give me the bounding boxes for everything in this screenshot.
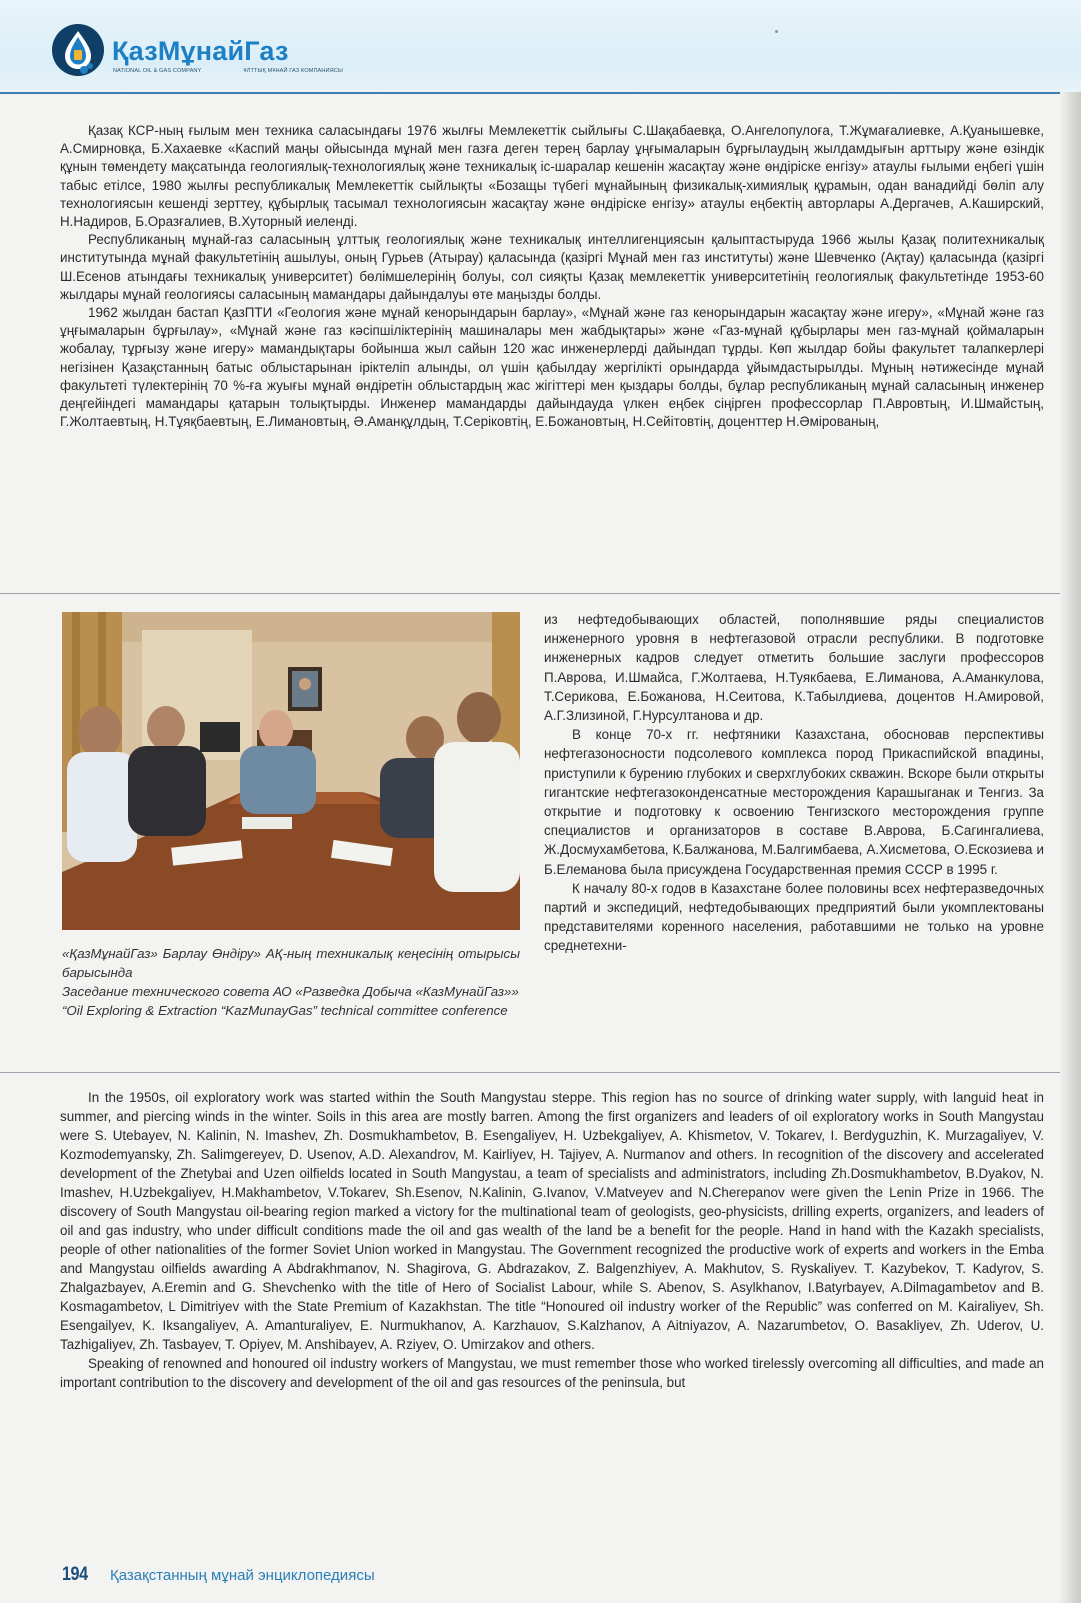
en-paragraph: In the 1950s, oil exploratory work was started within the South Mangystau steppe. This region has no source of drinking water supply, with languid heat in summer, and piercing winds in the winter. Soils in this area are mostly barren. Among the first organizers and leaders of oil exploratory works in South Mangystau were S. Utebayev, N. Kalinin, N. Imashev, Zh. Dosmukhambetov, B. Esengaliyev, H. Uzbekgaliyev, A. Khismetov, V. Tokarev, I. Berdyguzhin, K. Murzagaliyev, V. Kozmodemyansky, Zh. Salimgereyev, D. Usenov, A.D. Alexandrov, M. Kairliyev, H. Tajiyev, A. Nurmanov and others. In recognition of the discovery and accelerated development of the Zhetybai and Uzen oilfields located in South Mangystau, a team of specialists and administrators, including Zh.Dosmukhambetov, B.Dyakov, N. Imashev, H.Uzbekgaliyev, H.Makhambetov, V.Tokarev, Sh.Esenov, N.Kalinin, G.Ivanov, V.Matveyev and N.Cherepanov were given the Lenin Prize in 1966. The discovery of South Mangystau oil-bearing region marked a victory for the multinational team of geologists, geo-physicists, drilling experts, organizers, and leaders of oil and gas industry, who under difficult conditions made the oil and gas wealth of the land be a benefit for the people. Hand in hand with the Kazakh specialists, people of other nationalities of the former Soviet Union worked in Mangystau. The Government recognized the productive work of experts and workers in the Emba and Mangystau oilfields awarding A Abdrakhmanov, N. Shagirova, G. Abdrazakov, Z. Balgenzhiyev, A. Makhutov, S. Ryskaliyev. T. Kazybekov, T. Kadyrov, S. Zhalgazbayev, A.Eremin and G. Shevchenko with the title of Hero of Socialist Labour, while S. Abenov, S. Asylkhanov, I.Batyrbayev, A.Dilmagambetov and B. Kosmagambetov, L Dimitriyev with the State Premium of Kazakhstan. The title “Honoured oil industry worker of the Republic” was conferred on M. Kairaliyev, Sh. Esengailyev, K. Iksangaliyev, A. Amanturaliyev, E. Nurmukhanov, A. Karzhauov, S.Kalzhanov, A Aitniyazov, A. Nazarumbetov, O. Basakliyev, Zh. Uderov, U. Tazhigaliyev, Zh. Tasbayev, T. Opiyev, M. Anshibayev, A. Rziyev, O. Umirzakov and others.	[60, 1090, 1044, 1352]
russian-text-column	[544, 610, 1044, 956]
kz-paragraph: Қазақ КСР-ның ғылым мен техника саласындағы 1976 жылғы Мемлекеттік сыйлығы С.Шақабаевқа, О.Ангелопулоға, Т.Жұмағалиевке, А.Қуанышевке, А.Смирновқа, Б.Хахаевке «Каспий маңы ойысында мұнай мен газға деген терең барлау ұңғымаларын бұрғылаудың жылдамдығын арттыру және өзіндік құнын төмендету мақсатында геологиялық-технологиялық және техникалық іс-шаралар кешенін жасақтау және өндіріске енгізу» атаулы ғылыми еңбегі үшін табыс етілсе, 1980 жылғы республикалық Мемлекеттік сыйлықты «Бозащы түбегі мұнайының физикалық-химиялық құрамын, одан ванадийді бөліп алу технологиясын кешенді зерттеу, құбырлық тасымал технологиясын жасақтау және өндіріске енгізу» атаулы еңбектің авторлары А.Дергачев, А.Каширский, Н.Надиров, Б.Оразғалиев, В.Хуторный иеленді.	[60, 123, 1044, 230]
meeting-photo	[62, 612, 520, 930]
kazmunaygas-logo-icon	[50, 22, 108, 78]
header-rule	[0, 92, 1060, 94]
footer-publication-title: Қазақстанның мұнай энциклопедиясы	[110, 1567, 375, 1584]
section-divider	[0, 593, 1060, 594]
photo-caption-ru: Заседание технического совета АО «Разведка Добыча «КазМунайГаз»»	[62, 984, 519, 999]
en-paragraph: Speaking of renowned and honoured oil industry workers of Mangystau, we must remember those who worked tirelessly overcoming all difficulties, and made an important contribution to the discovery and development of the oil and gas resources of the peninsula, but	[60, 1356, 1044, 1390]
logo-wordmark: ҚазМұнайГаз	[112, 36, 289, 66]
photo-caption-kz: «ҚазМұнайГаз» Барлау Өндіру» АҚ-ның техникалық кеңесінің отырысы барысында	[62, 946, 520, 980]
photo-caption-en: “Oil Exploring & Extraction “KazMunayGas” technical committee conference	[62, 1003, 508, 1018]
ru-paragraph: К началу 80-х годов в Казахстане более половины всех нефтеразведочных партий и экспедиций, нефтедобывающих предприятий были укомплектованы представителями коренного населения, работавшими не только на уровне среднетехни-	[544, 880, 1044, 954]
meeting-photo-illustration	[62, 612, 520, 930]
kz-paragraph: Республиканың мұнай-газ саласының ұлттық геологиялық және техникалық интеллигенциясын қалыптастыруда 1966 жылы Қазақ политехникалық институтында мұнай факультетінің ашылуы, оның Гурьев (Атырау) қаласында (қазіргі Мұнай мен газ институты) және Шевченко (Ақтау) қаласында (қазіргі Ш.Есенов атындағы техникалық университет) бөлімшелерінің болуы, сол сияқты Қазақ мемлекеттік университетінің геологиялық факультетінде 1953-60 жылдары мұнай геологиясы саласының мамандары дайындалуы өте маңызды болды.	[60, 232, 1044, 302]
ru-paragraph: В конце 70-х гг. нефтяники Казахстана, обосновав перспективы нефтегазоносности подсолевого комплекса пород Прикаспийской впадины, приступили к бурению глубоких и сверхглубоких скважин. Вскоре были открыты гигантские нефтегазоконденсатные месторождения Карашыганак и Тенгиз. За открытие и подготовку к освоению Тенгизского месторождения группе специалистов и организаторов в составе В.Аврова, Б.Сагингалиева, Ж.Досмухамбетова, К.Балжанова, М.Балгимбаева, А.Хисметова, О.Ескозиева и Б.Елеманова была присуждена Государственная премия СССР в 1995 г.	[544, 727, 1044, 877]
photo-caption	[62, 944, 520, 1020]
page-edge-shadow	[1059, 0, 1081, 1603]
kz-paragraph: 1962 жылдан бастап ҚазПТИ «Геология және мұнай кенорындарын барлау», «Мұнай және газ кенорындарын жасақтау және игеру», «Мұнай және газ ұңғымаларын бұрғылау», «Мұнай және газ кәсіпшіліктерінің машиналары мен жабдықтары» және «Газ-мұнай құбырлары мен газ-мұнай қоймаларын жобалау, тұрғызу және игеру» мамандықтары бойынша жыл сайын 120 жас инженерлерді дайындап тұрды. Көп жылдар бойы факультет талапкерлері негізінен Қазақстанның батыс облыстарынан іріктеліп алынды, ол үшін қабылдау жергілікті орындарда ұйымдастырылды. Мұның нәтижесінде мұнай факультеті түлектерінің 70 %-ға жуығы мұнай өндіретін облыстардың жас жігіттері мен қыздары болды, бұлар республиканың мұнай саласының инженер деңгейіндегі мамандары қатарын толықтырды. Инженер мамандарды дайындауда үлкен еңбек сіңірген профессорлар П.Авровтың, И.Шмайстың, Г.Жолтаевтың, Н.Тұяқбаевтың, Е.Лимановтың, Ә.Аманқұлдың, Т.Серіковтің, Е.Божановтың, Н.Сейітовтің, доценттер Н.Әмірованың,	[60, 305, 1044, 430]
kazakh-text-section	[60, 122, 1044, 431]
page-footer	[62, 1564, 375, 1588]
print-speck	[775, 30, 778, 33]
logo-subtitle-en: NATIONAL OIL & GAS COMPANY	[113, 68, 202, 74]
page-header	[0, 0, 1081, 92]
english-text-section	[60, 1088, 1044, 1392]
page-number: 194	[62, 1564, 88, 1585]
logo-subtitle	[113, 68, 343, 74]
logo-subtitle-kz: ҰЛТТЫҚ МҰНАЙ ГАЗ КОМПАНИЯСЫ	[243, 68, 343, 74]
section-divider	[0, 1072, 1060, 1073]
ru-paragraph: из нефтедобывающих областей, пополнявшие ряды специалистов инженерного уровня в нефтегазовой отрасли республики. В подготовке инженерных кадров следует отметить большие заслуги профессоров П.Аврова, И.Шмайса, Г.Жолтаева, Н.Туякбаева, Е.Лиманова, А.Аманкулова, Т.Серикова, Е.Божанова, Н.Сеитова, К.Табылдиева, доцентов Н.Амировой, А.Г.Злизиной, Г.Нурсултанова и др.	[544, 612, 1044, 724]
